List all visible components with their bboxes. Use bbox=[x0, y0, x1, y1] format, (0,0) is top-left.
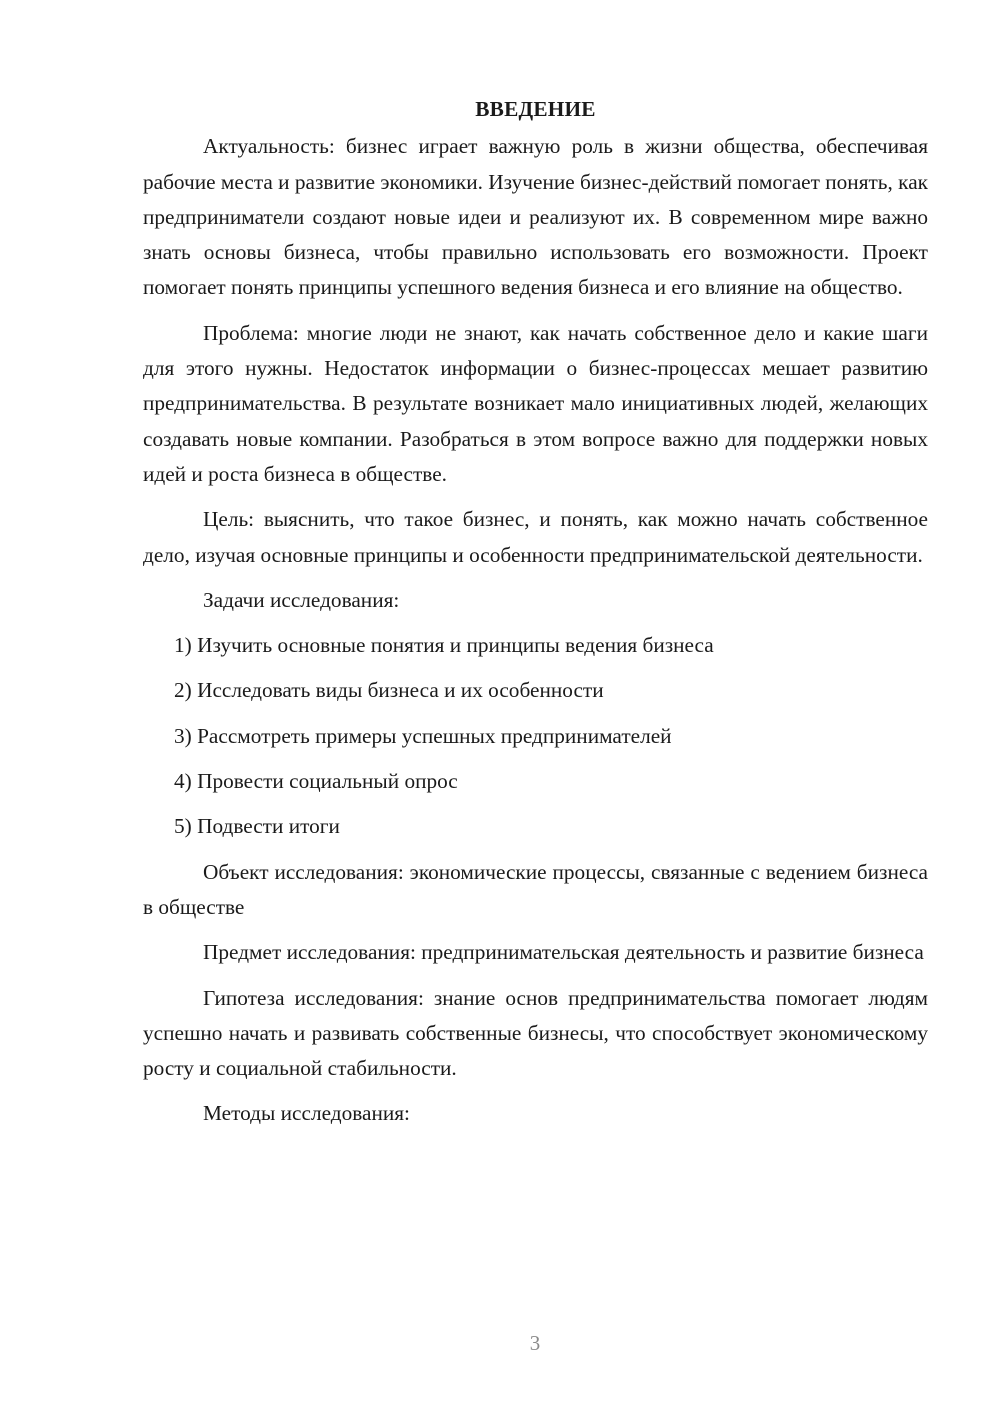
tasks-list bbox=[143, 628, 928, 844]
document-page bbox=[143, 92, 928, 1142]
section-title bbox=[143, 92, 928, 127]
list-item: 4) Провести социальный опрос bbox=[174, 769, 458, 794]
paragraph-problem: Проблема: многие люди не знают, как начать собственное дело и какие шаги для этого нужны. Недостаток информации о бизнес-процессах мешает развитию предпринимательства. В результате возникает мало инициативных людей, желающих создавать новые компании. Разобраться в этом вопросе важно для поддержки новых идей и роста бизнеса в обществе. bbox=[143, 320, 928, 486]
list-item: 1) Изучить основные понятия и принципы ведения бизнеса bbox=[174, 633, 714, 658]
methods-heading: Методы исследования: bbox=[203, 1101, 410, 1126]
list-item: 2) Исследовать виды бизнеса и их особенности bbox=[174, 678, 604, 703]
paragraph-subject: Предмет исследования: предпринимательская деятельность и развитие бизнеса bbox=[203, 940, 924, 965]
list-item: 5) Подвести итоги bbox=[174, 814, 340, 839]
list-item: 3) Рассмотреть примеры успешных предпринимателей bbox=[174, 723, 672, 748]
section-title-text: ВВЕДЕНИЕ bbox=[475, 97, 596, 121]
paragraph-goal: Цель: выяснить, что такое бизнес, и понять, как можно начать собственное дело, изучая основные принципы и особенности предпринимательской деятельности. bbox=[143, 507, 928, 567]
paragraph-object: Объект исследования: экономические процессы, связанные с ведением бизнеса в обществе bbox=[143, 859, 928, 919]
paragraph-relevance: Актуальность: бизнес играет важную роль в жизни общества, обеспечивая рабочие места и развитие экономики. Изучение бизнес-действий помогает понять, как предприниматели создают новые идеи и реализуют их. В современном мире важно знать основы бизнеса, чтобы правильно использовать его возможности. Проект помогает понять принципы успешного ведения бизнеса и его влияние на общество. bbox=[143, 134, 928, 300]
tasks-heading: Задачи исследования: bbox=[203, 587, 400, 612]
paragraph-hypothesis: Гипотеза исследования: знание основ предпринимательства помогает людям успешно начать и развивать собственные бизнесы, что способствует экономическому росту и социальной стабильности. bbox=[143, 985, 928, 1081]
page-number: 3 bbox=[529, 1331, 541, 1355]
